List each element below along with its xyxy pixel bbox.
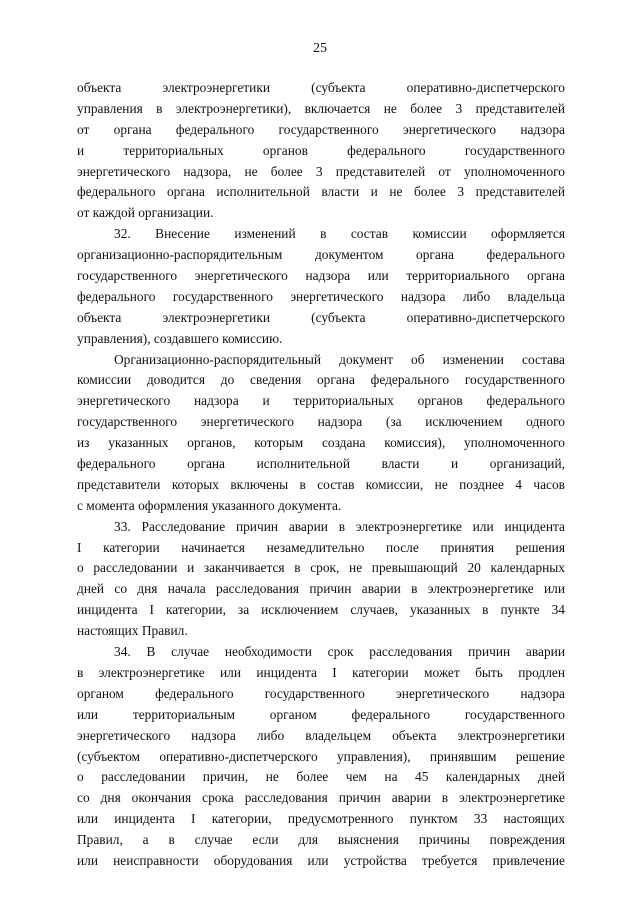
text-line: управления), создавшего комиссию.: [77, 330, 283, 346]
text-line: со дня окончания срока расследования причин аварии в электроэнергетике: [77, 790, 565, 806]
text-line: или неисправности оборудования или устройства требуется привлечение: [77, 852, 565, 868]
paragraph: [77, 224, 565, 349]
paragraph: [77, 517, 565, 642]
text-line: Организационно-распорядительный документ об изменении состава: [114, 351, 565, 367]
text-line: настоящих Правил.: [77, 623, 188, 639]
text-line: организационно-распорядительным документом органа федерального: [77, 247, 565, 263]
text-line: государственного энергетического надзора (за исключением одного: [77, 414, 565, 430]
paragraph: [77, 642, 565, 872]
paragraph: [77, 350, 565, 517]
text-line: федерального государственного энергетического надзора либо владельца: [77, 288, 565, 304]
text-line: от органа федерального государственного энергетического надзора: [77, 121, 565, 137]
text-line: комиссии доводится до сведения органа федерального государственного: [77, 372, 565, 388]
text-line: 34. В случае необходимости срок расследования причин аварии: [114, 644, 565, 660]
text-line: (субъектом оперативно-диспетчерского управления), принявшим решение: [77, 748, 565, 764]
page-number: 25: [313, 41, 327, 56]
text-line: государственного энергетического надзора или территориального органа: [77, 268, 565, 284]
text-line: управления в электроэнергетики), включается не более 3 представителей: [77, 100, 565, 116]
text-line: федерального органа исполнительной власти и не более 3 представителей: [77, 184, 565, 200]
text-line: дней со дня начала расследования причин аварии в электроэнергетике или: [77, 581, 565, 597]
text-line: энергетического надзора, не более 3 представителей от уполномоченного: [77, 163, 565, 179]
text-line: Правил, а в случае если для выяснения причины повреждения: [77, 832, 565, 848]
text-line: инцидента I категории, за исключением случаев, указанных в пункте 34: [77, 602, 565, 618]
text-line: или инцидента I категории, предусмотренного пунктом 33 настоящих: [77, 811, 565, 827]
text-line: или территориальным органом федерального государственного: [77, 706, 565, 722]
text-line: представители которых включены в состав комиссии, не позднее 4 часов: [77, 476, 565, 492]
text-line: от каждой организации.: [77, 205, 214, 221]
text-line: объекта электроэнергетики (субъекта оперативно-диспетчерского: [77, 80, 565, 95]
text-line: органом федерального государственного энергетического надзора: [77, 685, 565, 701]
document-body: [77, 78, 565, 872]
text-line: федерального органа исполнительной власти и организаций,: [77, 456, 565, 472]
text-line: о расследовании причин, не более чем на 45 календарных дней: [77, 769, 565, 785]
text-line: и территориальных органов федерального государственного: [77, 142, 565, 158]
text-line: объекта электроэнергетики (субъекта оперативно-диспетчерского: [77, 309, 565, 325]
text-line: с момента оформления указанного документа.: [77, 497, 342, 513]
text-line: I категории начинается незамедлительно после принятия решения: [77, 539, 565, 555]
text-line: энергетического надзора и территориальных органов федерального: [77, 393, 565, 409]
text-line: энергетического надзора либо владельцем объекта электроэнергетики: [77, 727, 565, 743]
text-line: 33. Расследование причин аварии в электроэнергетике или инцидента: [114, 518, 565, 534]
text-line: из указанных органов, которым создана комиссия), уполномоченного: [77, 435, 565, 451]
text-line: 32. Внесение изменений в состав комиссии оформляется: [114, 226, 565, 242]
text-line: в электроэнергетике или инцидента I категории может быть продлен: [77, 664, 565, 680]
text-line: о расследовании и заканчивается в срок, не превышающий 20 календарных: [77, 560, 565, 576]
paragraph: [77, 78, 565, 224]
